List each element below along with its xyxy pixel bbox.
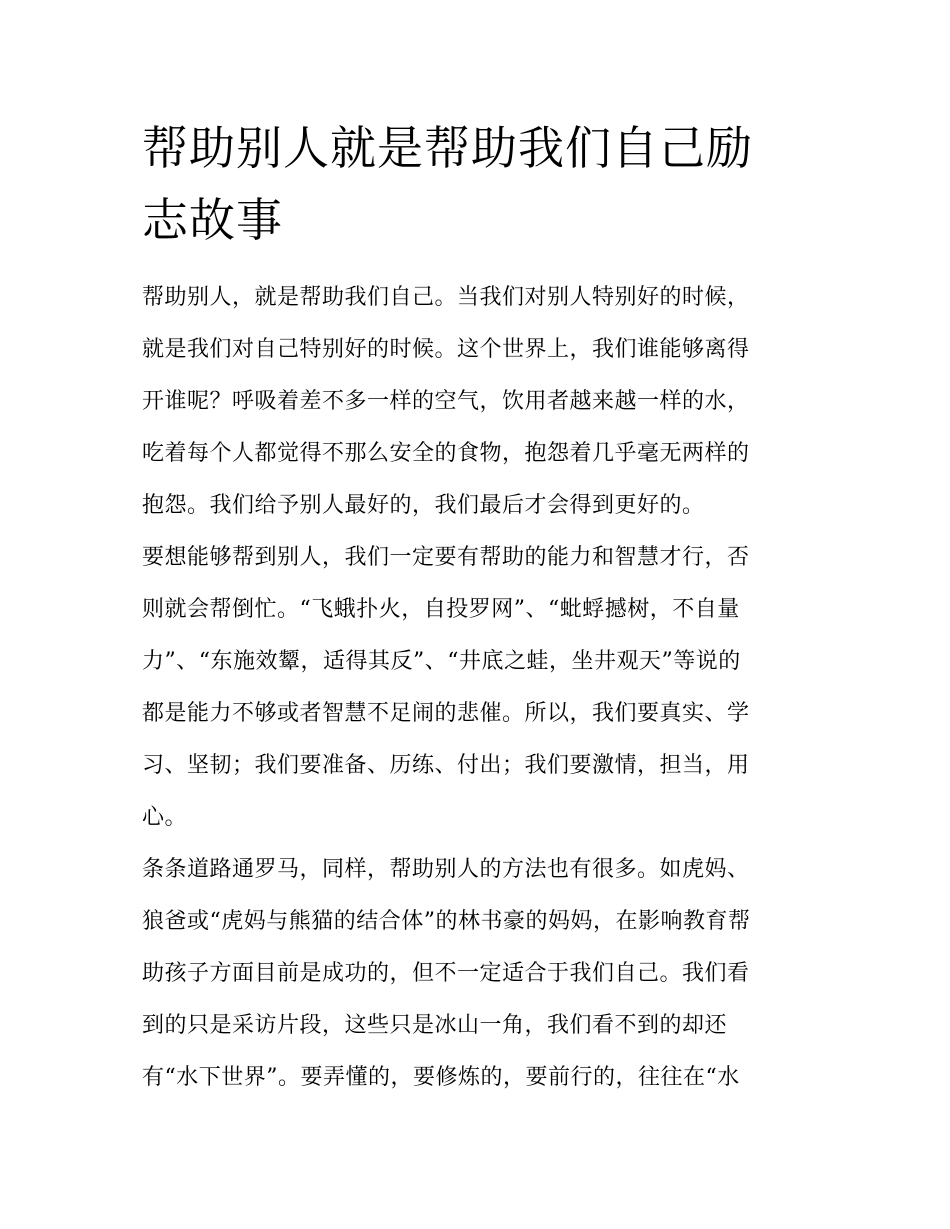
text-line: 抱怨。我们给予别人最好的，我们最后才会得到更好的。 <box>142 493 705 518</box>
text-line: 力”、“东施效颦，适得其反”、“井底之蛙，坐井观天”等说的 <box>142 649 741 674</box>
text-line: 心。 <box>142 805 188 830</box>
text-line: 要想能够帮到别人，我们一定要有帮助的能力和智慧才行，否 <box>142 545 750 570</box>
document-body <box>142 272 812 1104</box>
text-line: 都是能力不够或者智慧不足闹的悲催。所以，我们要真实、学 <box>142 701 750 726</box>
text-line: 有“水下世界”。要弄懂的，要修炼的，要前行的，往往在“水 <box>142 1065 740 1090</box>
text-line: 就是我们对自己特别好的时候。这个世界上，我们谁能够离得 <box>142 337 750 362</box>
title-line: 志故事 <box>142 193 283 247</box>
text-line: 条条道路通罗马，同样，帮助别人的方法也有很多。如虎妈、 <box>142 857 750 882</box>
paragraph-3 <box>142 844 812 1104</box>
text-line: 则就会帮倒忙。“飞蛾扑火，自投罗网”、“蚍蜉撼树，不自量 <box>142 597 740 622</box>
title-line: 帮助别人就是帮助我们自己励 <box>142 121 753 175</box>
text-line: 助孩子方面目前是成功的，但不一定适合于我们自己。我们看 <box>142 961 750 986</box>
document-title <box>142 112 812 256</box>
paragraph-1 <box>142 272 812 532</box>
paragraph-2 <box>142 532 812 844</box>
document-content <box>142 112 812 1104</box>
text-line: 吃着每个人都觉得不那么安全的食物，抱怨着几乎毫无两样的 <box>142 441 750 466</box>
text-line: 帮助别人，就是帮助我们自己。当我们对别人特别好的时候， <box>142 285 750 310</box>
text-line: 狼爸或“虎妈与熊猫的结合体”的林书豪的妈妈，在影响教育帮 <box>142 909 751 934</box>
text-line: 到的只是采访片段，这些只是冰山一角，我们看不到的却还 <box>142 1013 728 1038</box>
text-line: 习、坚韧；我们要准备、历练、付出；我们要激情，担当，用 <box>142 753 750 778</box>
text-line: 开谁呢？呼吸着差不多一样的空气，饮用者越来越一样的水， <box>142 389 750 414</box>
